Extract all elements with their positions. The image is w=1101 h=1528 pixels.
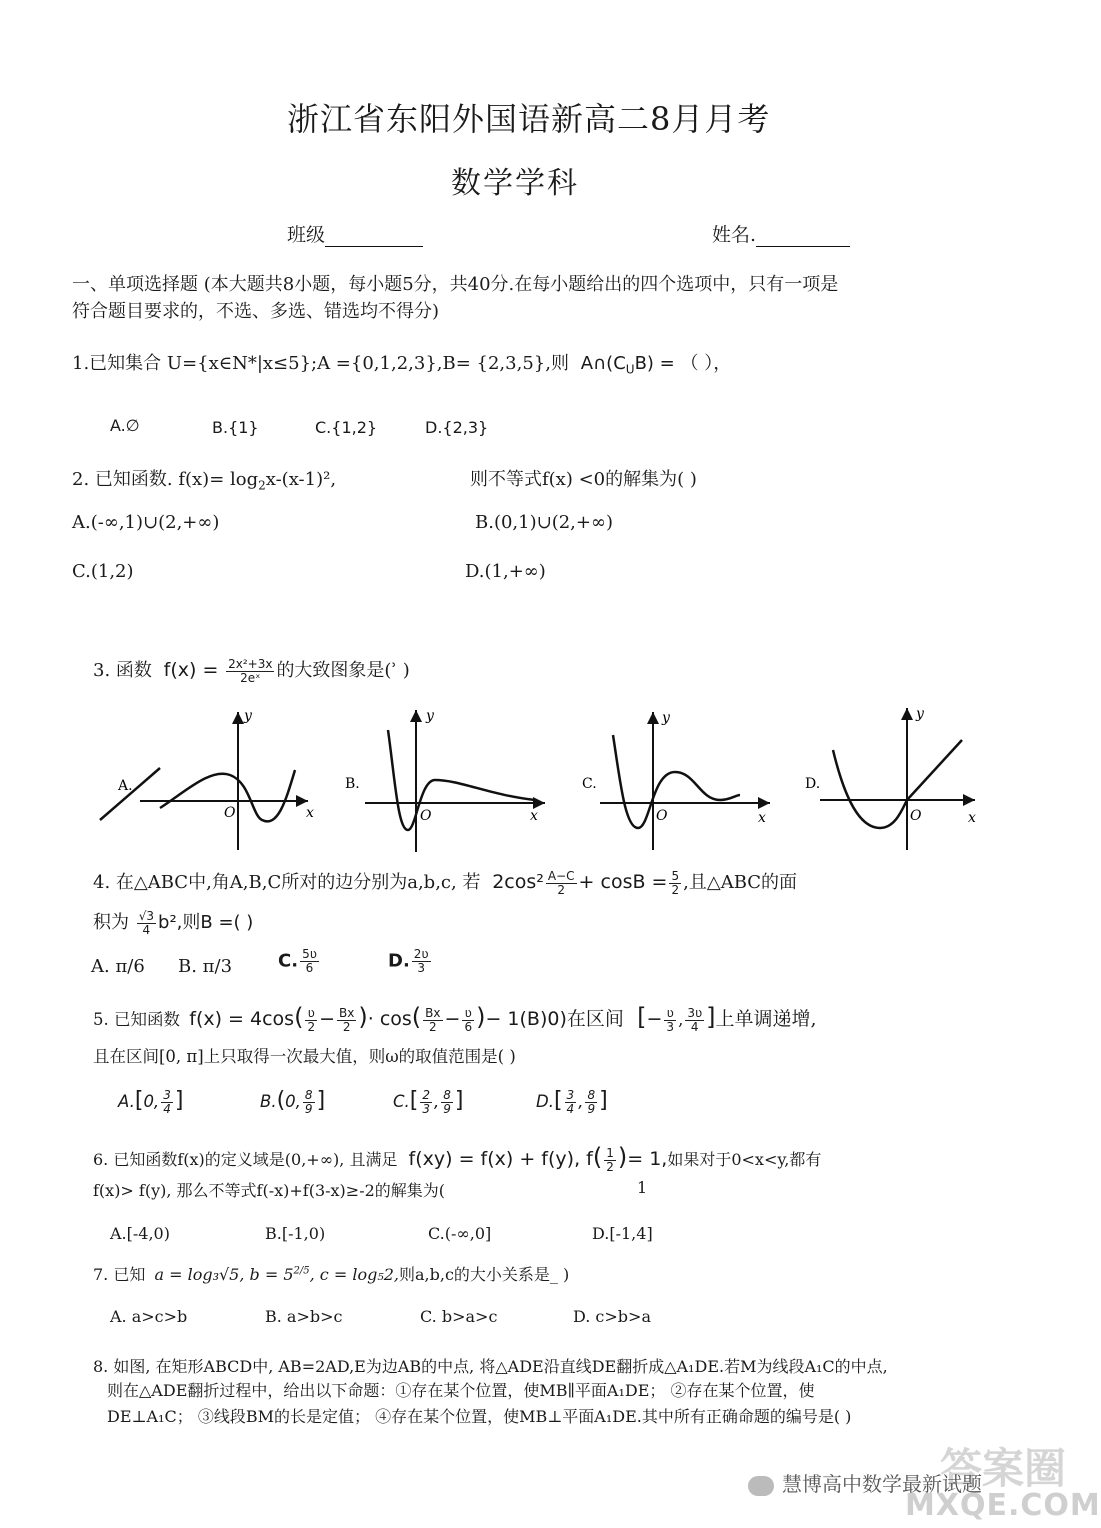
q4-option-c-frac: $\frac{\text{5ʋ}}{6}$ [302, 947, 317, 975]
q6-option-a[interactable]: A.[-4,0) [110, 1224, 170, 1243]
q3-graph-a-x: x [306, 805, 314, 821]
q4-line2: 积为 $\frac{√3}{4}$ b²,则B =( ) [93, 908, 254, 937]
q4-line1-tail: ,且△ABC的面 [683, 872, 798, 893]
q3-stem: 3. 函数 [93, 660, 152, 681]
q3-fx: f(x) = [163, 659, 219, 681]
wechat-icon [748, 1476, 774, 1496]
q2-option-d[interactable]: D.(1,+∞) [465, 561, 546, 582]
name-field [712, 220, 850, 247]
question-6: 6. 已知函数f(x)的定义域是(0,+∞), 且满足 f(xy) = f(x) + f(y), f( $\frac{1}{2}$ )= 1,如果对于0<x<y,都有 [93, 1143, 822, 1174]
q5-option-a[interactable]: A.[0, $\frac{3}{4}$ ] [118, 1088, 184, 1116]
q5-line2: 且在区间[0, π]上只取得一次最大值，则ω的取值范围是( ) [93, 1047, 516, 1066]
q5-option-d[interactable]: D.[ $\frac{3}{4}$ , $\frac{8}{9}$ ] [536, 1088, 608, 1116]
q3-tail: 的大致图象是(ʾ ) [276, 660, 410, 681]
section-heading-line2: 符合题目要求的，不选、多选、错选均不得分) [72, 301, 440, 322]
class-field [287, 220, 423, 247]
q7-option-a[interactable]: A. a>c>b [110, 1307, 188, 1326]
q3-fraction: $\frac{\text{2x²+3x}}{\text{2eˣ}}$ [228, 656, 273, 685]
q3-graph-c-origin: O [656, 808, 668, 824]
q4-frac2: $\frac{5}{2}$ [671, 868, 680, 897]
question-1 [72, 349, 731, 377]
q2-option-a[interactable]: A.(-∞,1)∪(2,+∞) [72, 512, 220, 533]
question-8-line1: 8. 如图, 在矩形ABCD中, AB=2AD,E为边AB的中点, 将△ADE沿直线DE翻折成△A₁DE.若M为线段A₁C的中点, [93, 1357, 888, 1376]
question-7: 7. 已知 a = log₃√5, $b = 5^{2/5}$, c = log₅2,则a,b,c的大小关系是_ ) [93, 1265, 570, 1284]
q1-stem: 1.已知集合 U={x∈N*|x≤5};A ={0,1,2,3},B= {2,3,5},则 [72, 353, 569, 374]
q5-option-b[interactable]: B.(0, $\frac{8}{9}$ ] [260, 1088, 326, 1116]
q1-option-a[interactable]: A.∅ [110, 416, 140, 435]
q6-option-c[interactable]: C.(-∞,0] [428, 1224, 492, 1243]
q1-option-b[interactable]: B.{1} [212, 418, 259, 437]
q3-graph-c-y: y [662, 710, 670, 726]
q5-option-c[interactable]: C.[ $\frac{2}{3}$ , $\frac{8}{9}$ ] [393, 1088, 464, 1116]
q3-graph-a-y: y [244, 708, 252, 724]
q2-stem: 2. 已知函数. $f(x)= \log_2x-(x-1)^2$, [72, 469, 337, 493]
q6-line2: f(x)> f(y), 那么不等式f(-x)+f(3-x)≥-2的解集为( [93, 1181, 446, 1200]
q6-option-d[interactable]: D.[-1,4] [592, 1224, 653, 1243]
q4-expr: 2cos² [492, 871, 544, 893]
question-8-line3: DE⊥A₁C； ③线段BM的长是定值； ④存在某个位置，使MB⊥平面A₁DE.其中所有正确命题的编号是( ) [107, 1407, 852, 1426]
q4-option-d-frac: $\frac{\text{2ʋ}}{3}$ [413, 947, 429, 975]
q4-option-c[interactable]: C. $\frac{\text{5ʋ}}{6}$ [278, 947, 317, 975]
q3-graph-b-origin: O [420, 808, 432, 824]
q3-graph-b-x: x [530, 808, 538, 824]
q3-graph-d-y: y [916, 706, 924, 722]
q1-option-d[interactable]: D.{2,3} [425, 418, 489, 437]
q3-graph-d-x: x [968, 810, 976, 826]
section-heading-line1: 一、单项选择题 (本大题共8小题，每小题5分，共40分.在每小题给出的四个选项中，只有一项是 [72, 274, 839, 295]
q4-expr-b: + cosB = [578, 871, 668, 893]
q1-expr: $A\cap(C_UB)$ = [580, 353, 675, 377]
q4-line1: 4. 在△ABC中,角A,B,C所对的边分别为a,b,c, 若 [93, 872, 481, 893]
q3-graph-d-label: D. [805, 776, 821, 792]
q3-graph-c-label: C. [582, 776, 597, 792]
question-8-line2: 则在△ADE翻折过程中，给出以下命题：①存在某个位置，使MB∥平面A₁DE； ②存在某个位置，使 [107, 1381, 815, 1400]
name-label: 姓名. [712, 224, 757, 246]
question-4 [93, 868, 797, 897]
q3-graph-c-x: x [758, 810, 766, 826]
q3-graph-a[interactable] [100, 708, 314, 850]
q4-option-a[interactable]: A. π/6 [91, 956, 145, 977]
q4-frac1: $\frac{A-C}{2}$ [547, 868, 575, 897]
q7-expr: a = log₃√5, $b = 5^{2/5}$, c = log₅2, [154, 1265, 400, 1284]
q3-graph-c[interactable] [582, 710, 770, 850]
q3-graph-a-origin: O [224, 805, 236, 821]
watermark-badge: 答案圈 [940, 1444, 1067, 1493]
q6-stray-mark: 1 [637, 1178, 648, 1197]
q7-option-b[interactable]: B. a>b>c [265, 1307, 343, 1326]
exam-title: 浙江省东阳外国语新高二8月月考 [287, 100, 771, 138]
exam-subject: 数学学科 [451, 166, 579, 201]
q3-graph-b[interactable] [345, 708, 545, 852]
q3-graph-b-y: y [426, 708, 434, 724]
q4-option-b[interactable]: B. π/3 [178, 956, 233, 977]
q3-graph-d-origin: O [910, 808, 922, 824]
q7-option-d[interactable]: D. c>b>a [573, 1307, 651, 1326]
q4-option-d[interactable]: D. $\frac{\text{2ʋ}}{3}$ [388, 947, 429, 975]
q7-option-c[interactable]: C. b>a>c [420, 1307, 498, 1326]
q4-frac3: $\frac{√3}{4}$ [138, 908, 155, 937]
q6-option-b[interactable]: B.[-1,0) [265, 1224, 326, 1243]
class-blank[interactable] [325, 226, 423, 247]
class-label: 班级 [287, 224, 326, 246]
q3-graphs [90, 700, 990, 860]
question-2 [72, 465, 336, 493]
q1-option-c[interactable]: C.{1,2} [315, 418, 378, 437]
question-3 [93, 656, 410, 685]
q3-graph-d[interactable] [805, 706, 976, 850]
q1-paren: （ ）， [680, 353, 732, 374]
question-5: 5. 已知函数 f(x) = 4cos( $\frac{\text{ʋ}}{2}$ − $\frac{Bx}{2}$ )· cos( $\frac{Bx}{2}$ − $\frac{\text{ʋ}}{6}$ )− 1(B)0)在区间 [− $\frac{\text{ʋ}}{3}$ , $\frac{\text{3ʋ}}{4}$ ]上单调递增, [93, 1003, 817, 1034]
watermark-site: MXQE.COM [905, 1488, 1101, 1523]
q3-graph-b-label: B. [345, 776, 360, 792]
watermark-text: 慧博高中数学最新试题 [748, 1468, 982, 1497]
q3-graph-a-label: A. [118, 778, 133, 794]
q2-condition: 则不等式f(x) <0的解集为( ) [470, 469, 697, 490]
q2-option-b[interactable]: B.(0,1)∪(2,+∞) [475, 512, 613, 533]
q2-option-c[interactable]: C.(1,2) [72, 561, 134, 582]
name-blank[interactable] [756, 226, 850, 247]
